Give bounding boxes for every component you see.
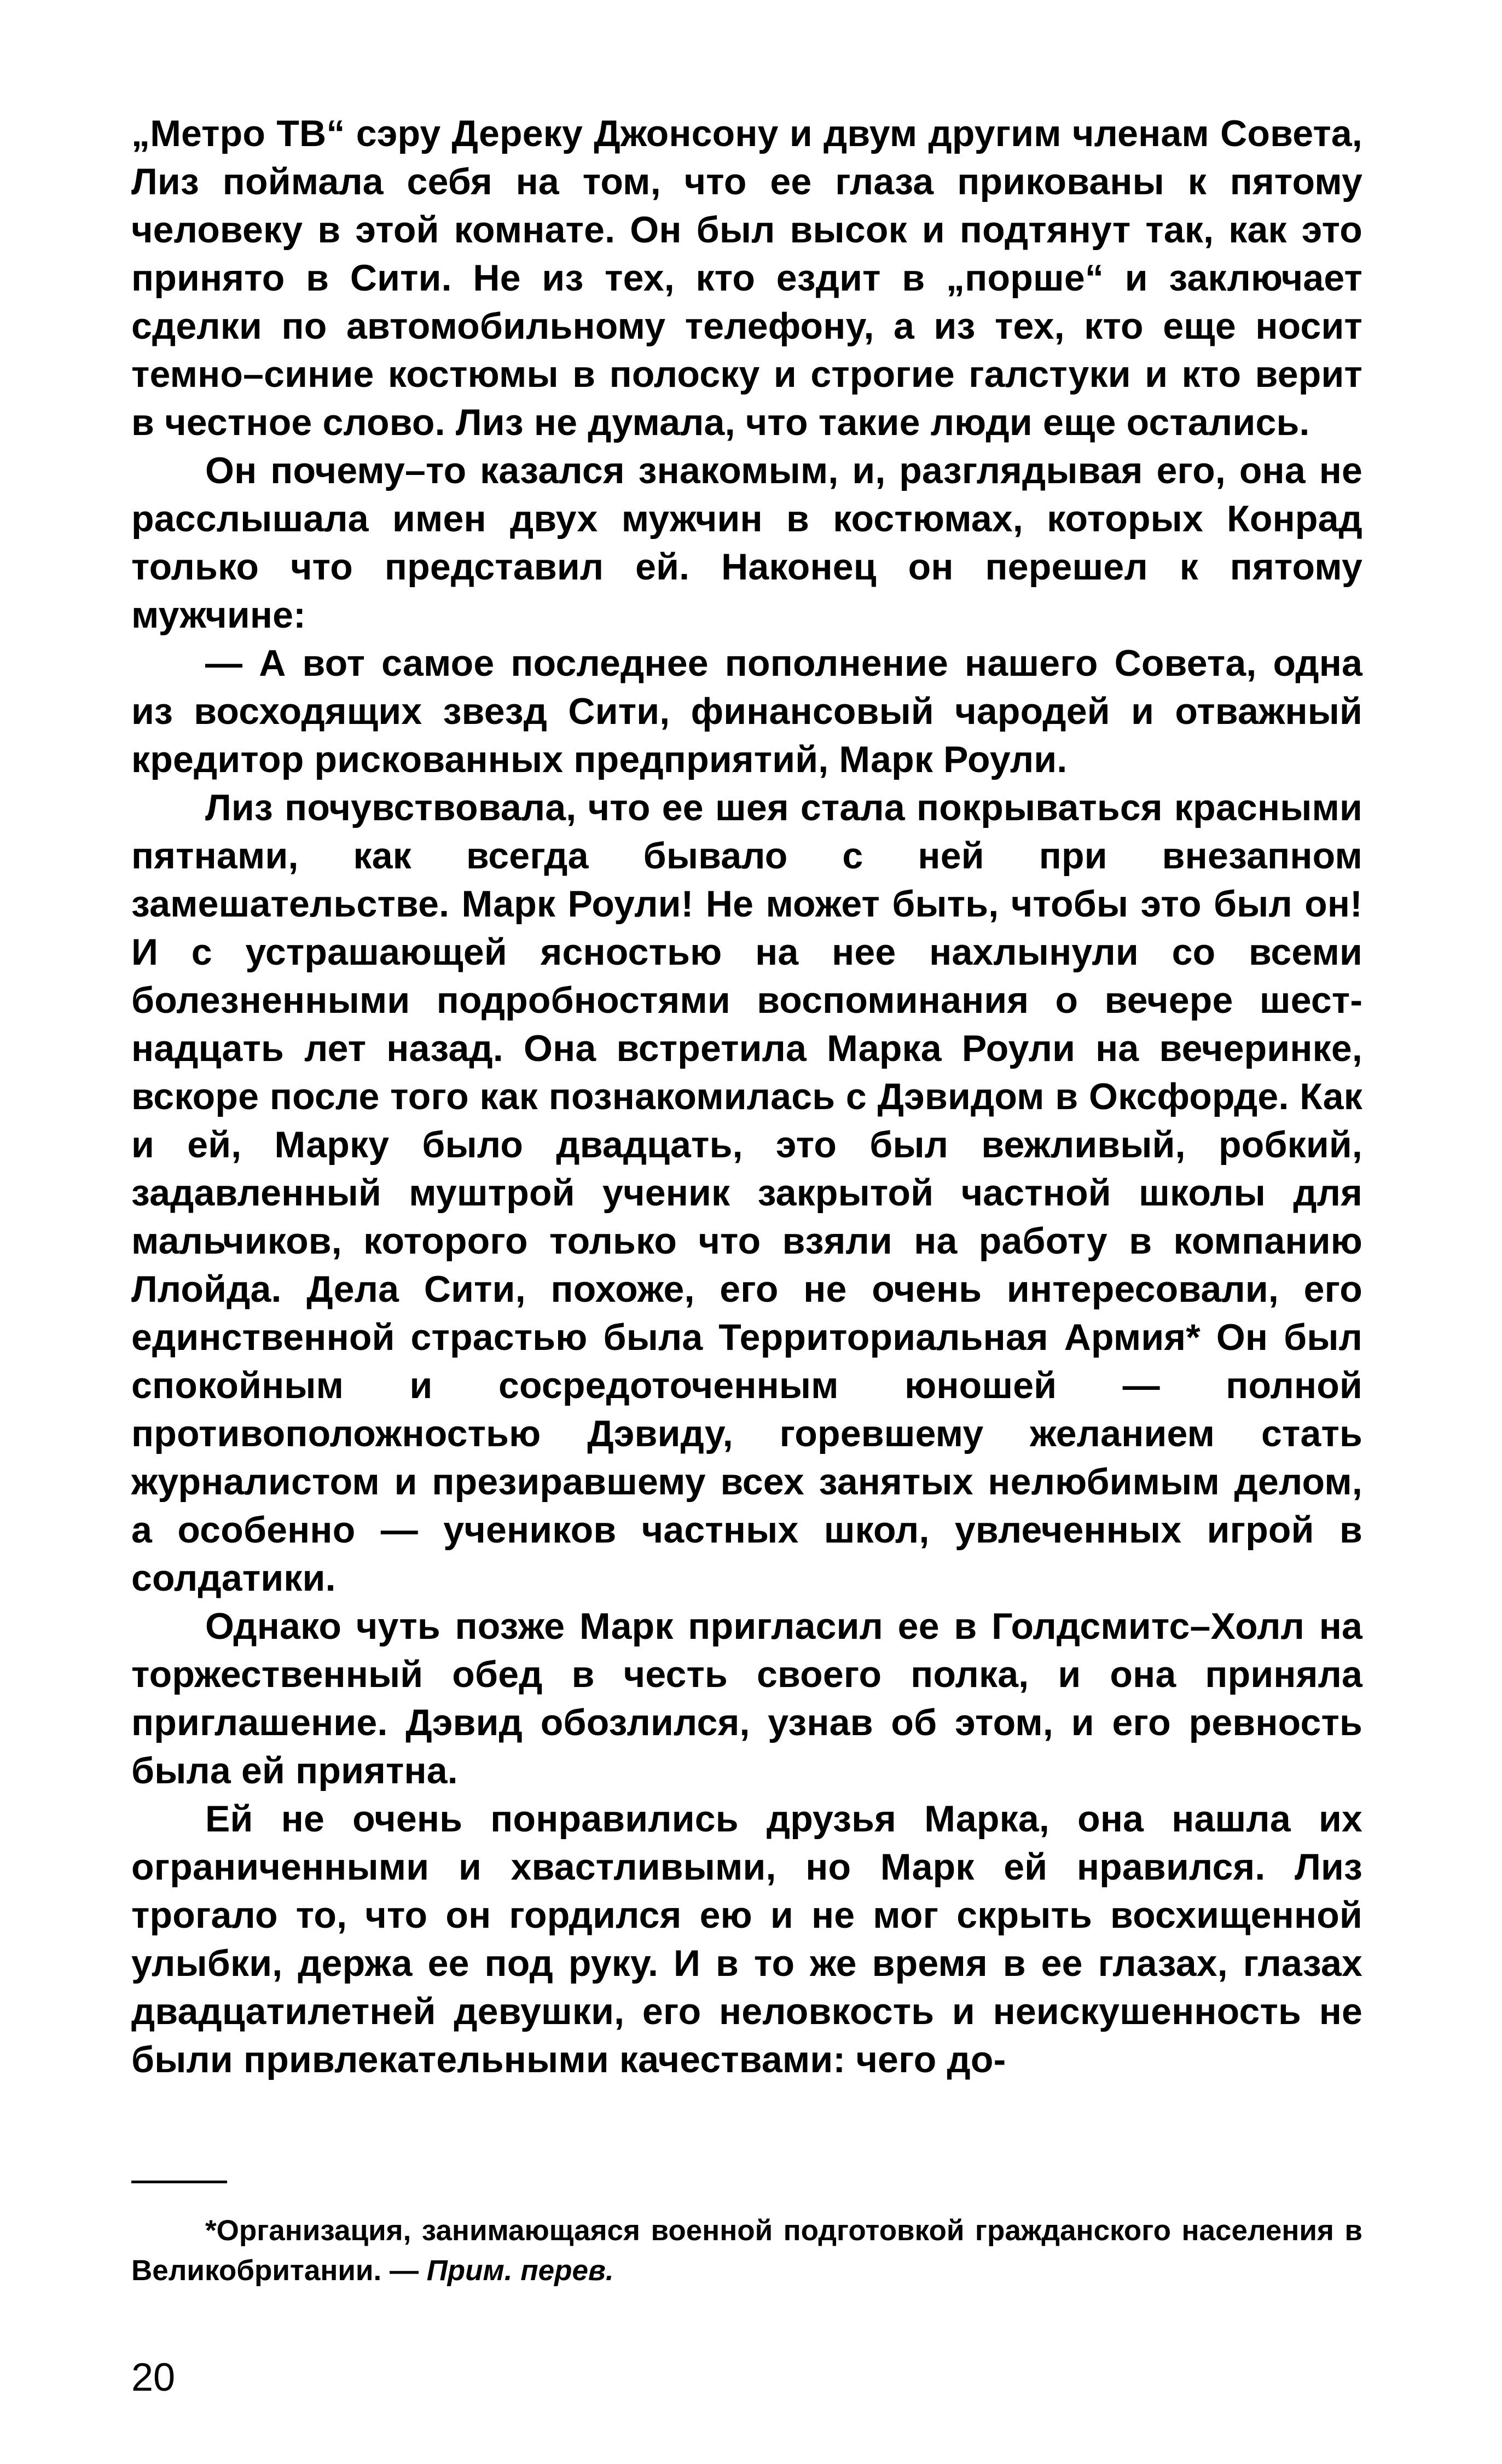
paragraph-3-dialogue: — А вот самое последнее пополнение нашего Совета, одна из восходящих звезд Сити, финансовый чародей и отважный кредитор рискованных предприятий, Марк Роули. [131,642,1362,780]
footnote-text: *Организация, занимающаяся военной подготовкой гражданского населения в Великобритании. — [131,2214,1362,2287]
paragraph-6: Ей не очень понравились друзья Марка, она нашла их ограниченными и хвастливыми, но Марк ей нравился. Лиз трогало то, что он гордился ею и не мог скрыть восхищенной улыбки, держа ее под руку. И в то же время в ее глазах, глазах двадцатилетней девушки, его неловкость и неискушенность не были привлекательными качествами: чего до- [131,1798,1362,2080]
footnote [131,2211,1362,2291]
paragraph-5: Однако чуть позже Марк пригласил ее в Голдсмитс–Холл на торжественный обед в честь своего полка, и она приняла приглашение. Дэвид обозлился, узнав об этом, и его ревность была ей приятна. [131,1605,1362,1792]
paragraph-4: Лиз почувствовала, что ее шея стала покрываться красными пятнами, как всегда бывало с ней при внезапном замешательстве. Марк Роули! Не может быть, чтобы это был он! И с устрашающей ясностью на нее нахлынули со всеми болезненными подробностями воспоминания о вечере шестнадцать лет назад. Она встретила Марка Роули на вечеринке, вскоре после того как познакомилась с Дэвидом в Оксфорде. Как и ей, Марку было двадцать, это был вежливый, робкий, задавленный муштрой ученик закрытой частной школы для мальчиков, которого только что взяли на работу в компанию Ллойда. Дела Сити, похоже, его не очень интересовали, его единственной страстью была Территориальная Армия* Он был спокойным и сосредоточенным юношей — полной противоположностью Дэвиду, горевшему желанием стать журналистом и презиравшему всех занятых нелюбимым делом, а особенно — учеников частных школ, увлеченных игрой в солдатики. [131,787,1362,1599]
page-number: 20 [131,2356,176,2399]
footnote-separator [131,2181,227,2183]
footnote-credit: Прим. перев. [426,2254,614,2287]
paragraph-1: „Метро ТВ“ сэру Дереку Джонсону и двум другим членам Совета, Лиз поймала себя на том, что ее глаза прикованы к пятому человеку в этой комнате. Он был высок и подтянут так, как это принято в Сити. Не из тех, кто ездит в „порше“ и заключает сделки по автомобильному телефону, а из тех, кто еще носит темно–синие костюмы в полоску и строгие галстуки и кто верит в честное слово. Лиз не думала, что такие люди еще остались. [131,113,1362,443]
main-text [131,109,1362,2084]
paragraph-2: Он почему–то казался знакомым, и, разглядывая его, она не расслышала имен двух мужчин в костюмах, которых Конрад только что представил ей. Наконец он перешел к пятому мужчине: [131,450,1362,636]
